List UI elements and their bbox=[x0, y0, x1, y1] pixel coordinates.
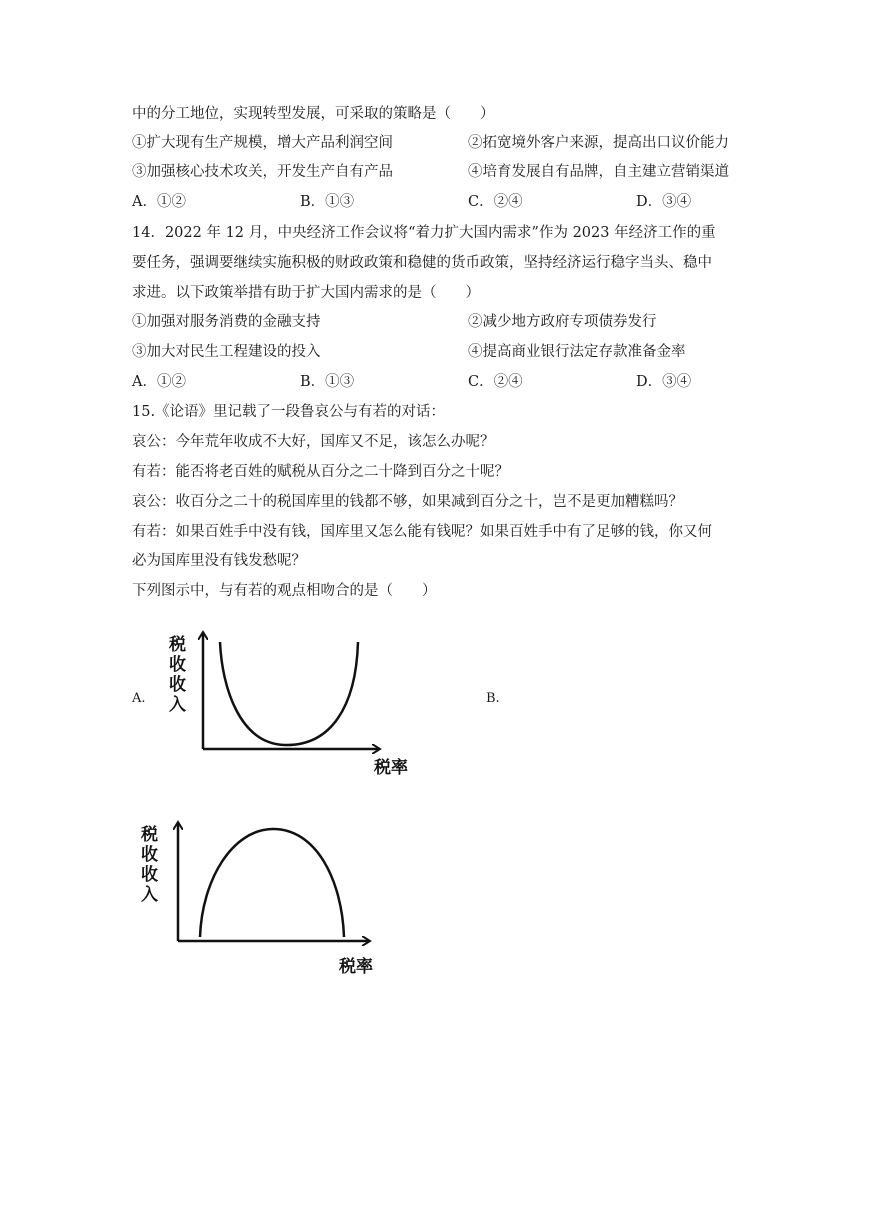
q14-choice-c: C．②④ bbox=[468, 374, 523, 390]
q13-choice-c: C．②④ bbox=[468, 194, 523, 210]
q13-item-1: ①扩大现有生产规模，增大产品利润空间 bbox=[132, 135, 393, 151]
chart-b-ylabel-2: 收 bbox=[141, 845, 158, 865]
chart-a-ylabel-3: 收 bbox=[169, 675, 186, 695]
q13-stem-tail: 中的分工地位，实现转型发展，可采取的策略是（ ） bbox=[132, 106, 495, 122]
q14-item-3: ③加大对民生工程建设的投入 bbox=[132, 344, 321, 360]
q15-dialogue-4: 有若：如果百姓手中没有钱，国库里又怎么能有钱呢？如果百姓手中有了足够的钱，你又何 bbox=[132, 524, 712, 540]
q15-dialogue-1: 哀公：今年荒年收成不大好，国库又不足，该怎么办呢？ bbox=[132, 434, 495, 450]
option-b-label: B. bbox=[486, 691, 500, 706]
q14-item-2: ②减少地方政府专项债券发行 bbox=[468, 314, 657, 330]
q15-dialogue-5: 必为国库里没有钱发愁呢？ bbox=[132, 553, 306, 569]
q15-dialogue-3: 哀公：收百分之二十的税国库里的钱都不够，如果减到百分之十，岂不是更加糟糕吗？ bbox=[132, 494, 683, 510]
q15-prompt: 下列图示中，与有若的观点相吻合的是（ ） bbox=[132, 583, 437, 599]
q14-stem-line-3: 求进。以下政策举措有助于扩大国内需求的是（ ） bbox=[132, 285, 480, 301]
q13-choice-b: B．①③ bbox=[300, 194, 355, 210]
q14-choice-d: D．③④ bbox=[636, 374, 692, 390]
q14-choice-b: B．①③ bbox=[300, 374, 355, 390]
q14-choice-a: A．①② bbox=[132, 374, 186, 390]
chart-b-xlabel: 税率 bbox=[339, 957, 373, 977]
q13-item-4: ④培育发展自有品牌，自主建立营销渠道 bbox=[468, 164, 729, 180]
q13-choice-d: D．③④ bbox=[636, 194, 692, 210]
chart-a bbox=[160, 628, 420, 788]
chart-b-ylabel-4: 入 bbox=[141, 885, 158, 905]
chart-a-ylabel-4: 入 bbox=[169, 695, 186, 715]
q13-choice-a: A．①② bbox=[132, 194, 186, 210]
chart-b-curve bbox=[200, 829, 344, 937]
q13-item-3: ③加强核心技术攻关，开发生产自有产品 bbox=[132, 164, 393, 180]
q15-stem: 15.《论语》里记载了一段鲁哀公与有若的对话： bbox=[132, 404, 446, 420]
chart-a-ylabel-1: 税 bbox=[169, 635, 186, 655]
q13-item-2: ②拓宽境外客户来源，提高出口议价能力 bbox=[468, 135, 729, 151]
chart-b bbox=[136, 820, 396, 990]
q14-item-1: ①加强对服务消费的金融支持 bbox=[132, 314, 321, 330]
chart-b-ylabel-1: 税 bbox=[141, 825, 158, 845]
chart-a-ylabel-2: 收 bbox=[169, 655, 186, 675]
chart-b-ylabel-3: 收 bbox=[141, 865, 158, 885]
chart-a-xlabel: 税率 bbox=[374, 758, 408, 778]
option-a-label: A. bbox=[132, 691, 146, 706]
q14-stem-line-1: 14．2022 年 12 月，中央经济工作会议将“着力扩大国内需求”作为 2023 年经济工作的重 bbox=[132, 225, 716, 241]
q14-stem-line-2: 要任务，强调要继续实施积极的财政政策和稳健的货币政策，坚持经济运行稳字当头、稳中 bbox=[132, 255, 712, 271]
chart-a-curve bbox=[220, 642, 358, 745]
q14-item-4: ④提高商业银行法定存款准备金率 bbox=[468, 344, 686, 360]
q15-dialogue-2: 有若：能否将老百姓的赋税从百分之二十降到百分之十呢？ bbox=[132, 464, 509, 480]
